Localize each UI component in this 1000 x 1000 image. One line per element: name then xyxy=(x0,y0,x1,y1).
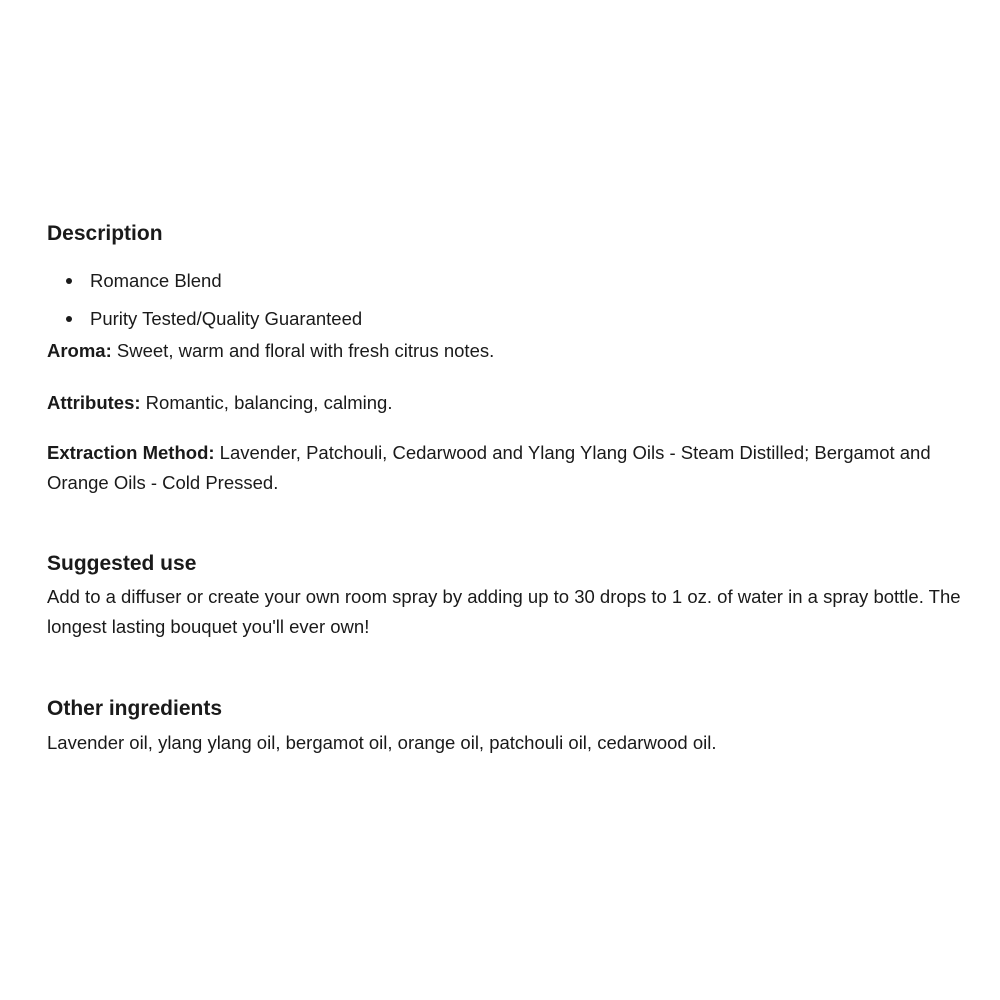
aroma-text: Sweet, warm and floral with fresh citrus notes. xyxy=(111,340,495,361)
aroma-label: Aroma: xyxy=(47,340,112,361)
list-item xyxy=(47,300,362,338)
bullet-text: Purity Tested/Quality Guaranteed xyxy=(90,308,363,329)
extraction-method-line xyxy=(47,438,962,498)
extraction-method-label: Extraction Method: xyxy=(47,442,215,463)
attributes-label: Attributes: xyxy=(47,392,141,413)
suggested-use-text: Add to a diffuser or create your own room spray by adding up to 30 drops to 1 oz. of water in a spray bottle. The longest lasting bouquet you'll ever own! xyxy=(47,586,961,637)
bullet-icon xyxy=(66,278,72,284)
attributes-line xyxy=(47,388,967,418)
attributes-text: Romantic, balancing, calming. xyxy=(140,392,393,413)
other-ingredients-heading: Other ingredients xyxy=(47,697,223,720)
bullet-text: Romance Blend xyxy=(90,270,222,291)
description-bullet-list xyxy=(47,262,362,338)
bullet-icon xyxy=(66,316,72,322)
list-item xyxy=(47,262,362,300)
suggested-use-heading: Suggested use xyxy=(47,552,197,575)
other-ingredients-text: Lavender oil, ylang ylang oil, bergamot oil, orange oil, patchouli oil, cedarwood oil. xyxy=(47,732,717,753)
aroma-line xyxy=(47,336,967,366)
description-heading: Description xyxy=(47,222,163,245)
extraction-method-text: Lavender, Patchouli, Cedarwood and Ylang Ylang Oils - Steam Distilled; Bergamot and Orange Oils - Cold Pressed. xyxy=(47,442,931,493)
